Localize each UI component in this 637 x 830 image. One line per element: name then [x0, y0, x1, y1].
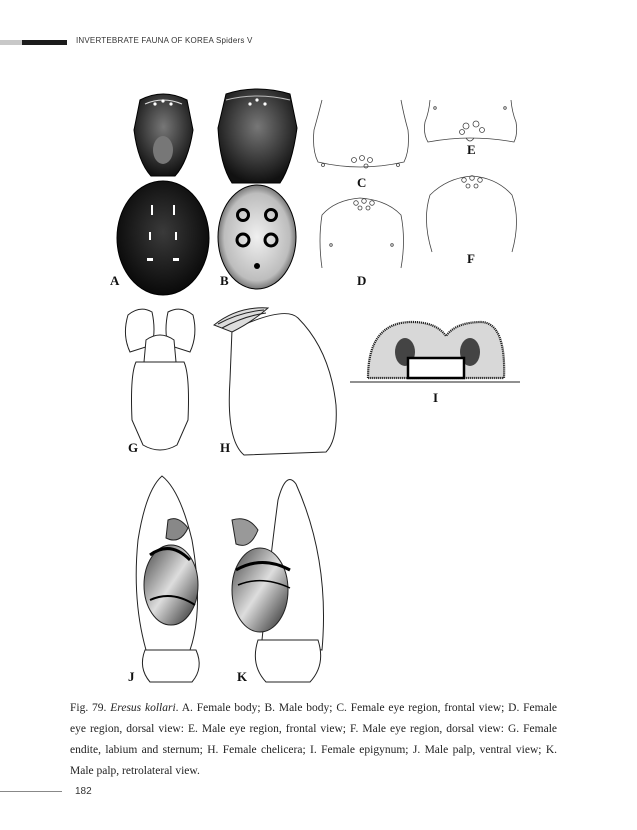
panel-f-male-eye-dorsal: [426, 176, 516, 252]
panel-label-b: B: [220, 273, 229, 288]
panel-label-e: E: [467, 142, 476, 157]
panel-d-female-eye-dorsal: [320, 198, 404, 268]
footer-rule: [0, 791, 62, 792]
panel-label-g: G: [128, 440, 139, 455]
panel-label-c: C: [357, 175, 367, 190]
caption-body: . A. Female body; B. Male body; C. Female eye region, frontal view; D. Female eye region, dorsal view: E. Male eye region, frontal view; F. Male eye region, dorsal view: G. Female endite, labium and sternum; H. Female chelicera; I. Female epigynum; J. Male palp, ventral view; K. Male palp, retrolateral view.: [70, 702, 558, 777]
panel-label-f: F: [467, 251, 475, 266]
panel-i-female-epigynum: [350, 322, 520, 382]
page-number: 182: [75, 786, 92, 797]
caption-species: Eresus kollari: [110, 702, 176, 714]
caption-prefix: Fig. 79.: [70, 702, 111, 714]
panel-label-i: I: [433, 390, 439, 405]
figure-caption: [70, 698, 557, 782]
panel-label-j: J: [128, 669, 135, 684]
running-header: INVERTEBRATE FAUNA OF KOREA Spiders V: [76, 36, 253, 45]
panel-label-k: K: [237, 669, 248, 684]
panel-label-d: D: [357, 273, 367, 288]
panel-k-male-palp-retrolateral: [232, 480, 324, 682]
panel-g-endite-labium-sternum: [125, 309, 194, 450]
panel-c-female-eye-frontal: [314, 100, 409, 168]
panel-label-a: A: [110, 273, 120, 288]
panel-h-female-chelicera: [214, 308, 336, 455]
panel-label-h: H: [220, 440, 231, 455]
panel-j-male-palp-ventral: [136, 476, 199, 682]
panel-a-female-body: [117, 94, 209, 295]
panel-e-male-eye-frontal: [424, 100, 516, 142]
panel-b-male-body: [218, 89, 297, 289]
